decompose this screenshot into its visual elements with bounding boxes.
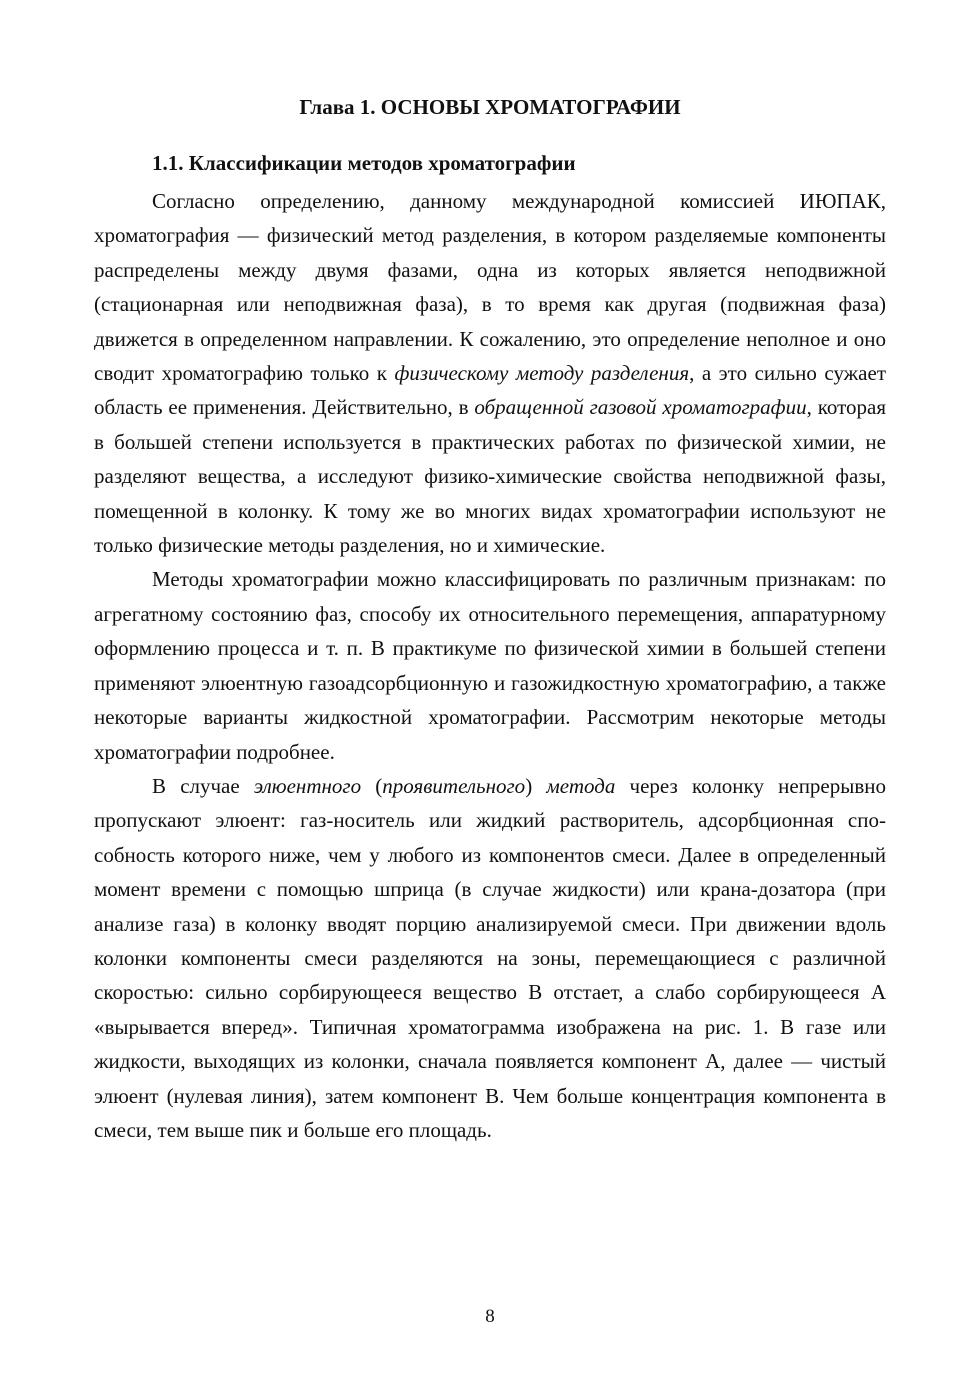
- italic-term: проявительного: [382, 773, 526, 798]
- body-text: [94, 184, 886, 1147]
- italic-term: обращенной газовой хроматографии: [474, 395, 807, 420]
- text-run: , которая в большей степени используется в практических работах по физической химии, не разделяют вещества, а исследуют физико-химические свойства неподвижной фазы, помещенной в колонку. К тому же во многих видах хроматографии используют не только физические методы разделения, но и химические.: [94, 395, 886, 558]
- paragraph-2: [94, 562, 886, 768]
- text-run: , а это сильно сужает область ее применения. Действительно, в: [94, 361, 886, 420]
- text-run: ): [525, 773, 547, 798]
- text-run: через колонку непрерывно пропускают элюент: газ-носитель или жидкий растворитель, адсорбционная способность которого ниже, чем у любого из компонентов смеси. Далее в определенный момент времени с помощью шприца (в случае жидкости) или крана-дозатора (при анализе газа) в колонку вводят порцию анализируемой смеси. При движении вдоль колонки компоненты смеси разделяются на зоны, перемещающиеся с различной скоростью: сильно сорбирующееся вещество B отстает, а слабо сорбирующееся A «вырывается вперед». Типичная хроматограмма изображена на рис. 1. В газе или жидкости, выходящих из колонки, сначала появляется компонент A, далее — чистый элюент (нулевая линия), затем компонент B. Чем больше концентрация компонента в смеси, тем выше пик и больше его площадь.: [94, 773, 887, 1142]
- text-run: (: [361, 773, 383, 798]
- italic-term: физическому методу разделения: [394, 361, 690, 386]
- italic-term: элюентного: [253, 773, 362, 798]
- text-run: Методы хроматографии можно классифицировать по различным признакам: по агрегатному состоянию фаз, способу их относительного перемещения, аппаратурному оформлению процесса и т. п. В практикуме по физической химии в большей степени применяют элюентную газоадсорбционную и газожидкостную хроматографию, а также некоторые варианты жидкостной хроматографии. Рассмотрим некоторые методы хроматографии подробнее.: [94, 567, 886, 764]
- section-title: 1.1. Классификации методов хроматографии: [152, 151, 576, 175]
- italic-term: метода: [546, 773, 616, 798]
- paragraph-1: [94, 184, 886, 562]
- chapter-title: Глава 1. ОСНОВЫ ХРОМАТОГРАФИИ: [299, 95, 681, 119]
- paragraph-3: [94, 769, 886, 1147]
- text-run: В случае: [152, 773, 254, 798]
- page-number: 8: [485, 1306, 495, 1327]
- text-run: Согласно определению, данному международной комиссией ИЮПАК, хроматография — физический метод разделения, в котором разделяемые компоненты распределены между двумя фазами, одна из которых является неподвижной (стационарная или неподвижная фаза), в то время как другая (подвижная фаза) движется в определенном направлении. К сожалению, это определение неполное и оно сводит хроматографию только к: [94, 189, 886, 386]
